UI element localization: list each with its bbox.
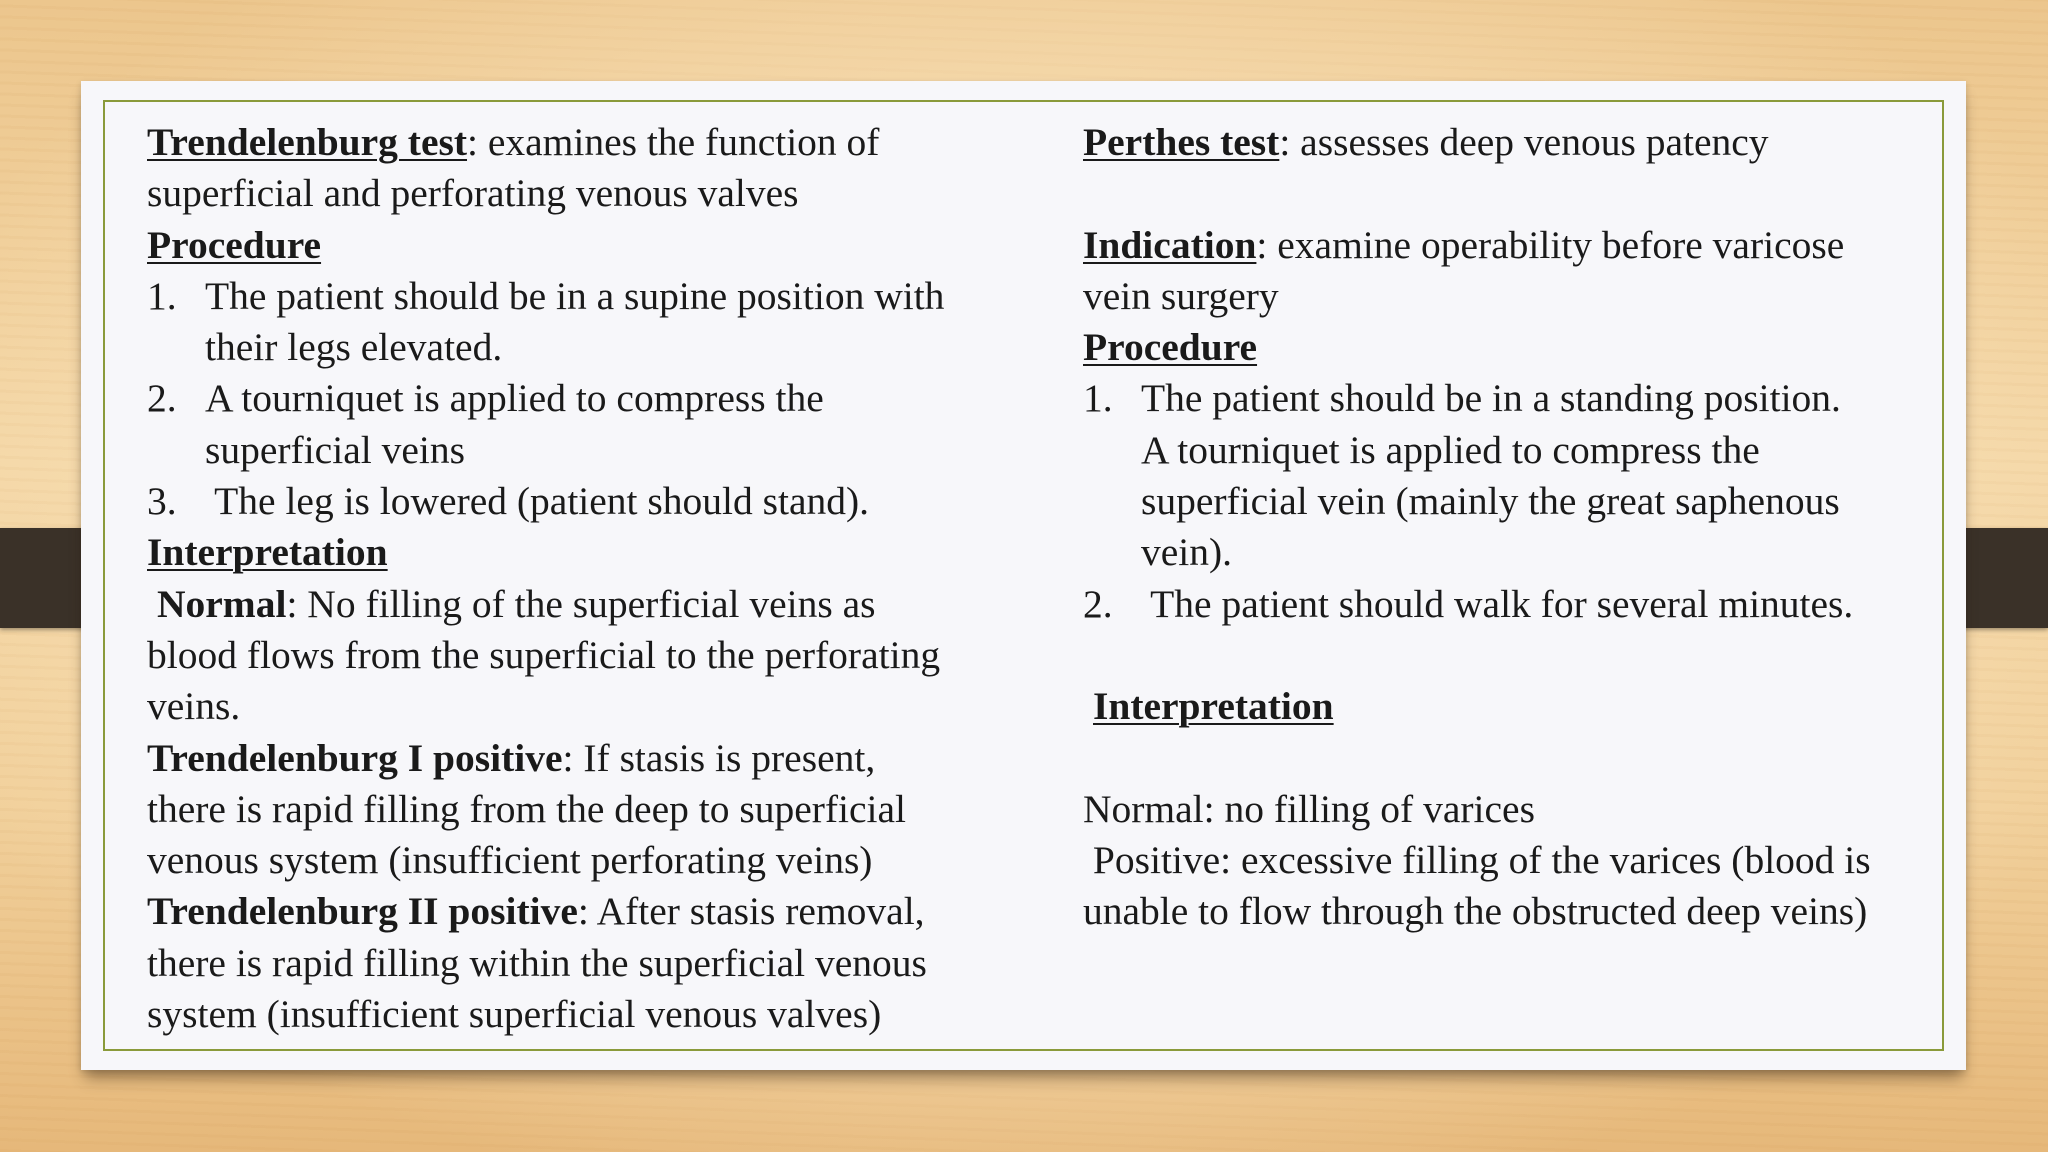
trendelenburg-intro	[147, 117, 997, 168]
indication	[1083, 220, 1943, 271]
procedure-step	[147, 476, 997, 527]
procedure-step	[147, 271, 997, 374]
normal-text-cont: veins.	[147, 684, 241, 729]
procedure-heading: Procedure	[1083, 325, 1258, 370]
step-text: The patient should be in a standing position.	[1141, 376, 1841, 421]
t2-text: : After stasis removal,	[577, 889, 925, 934]
t2-text-cont: there is rapid filling within the superficial venous	[147, 940, 927, 985]
indication-heading: Indication	[1083, 222, 1257, 267]
perthes-desc: : assesses deep venous patency	[1279, 120, 1769, 164]
step-text: A tourniquet is applied to compress the	[1141, 427, 1760, 472]
procedure-step	[1083, 373, 1943, 578]
indication-text: : examine operability before varicose	[1256, 222, 1845, 267]
t1-text-cont: venous system (insufficient perforating veins)	[147, 838, 873, 883]
step-number: 2.	[147, 376, 177, 421]
interpretation-row	[1083, 681, 1943, 732]
normal-result	[147, 579, 997, 630]
procedure-heading: Procedure	[147, 222, 322, 267]
normal-result: Normal: no filling of varices	[1083, 786, 1535, 831]
right-column	[1083, 117, 1943, 938]
normal-text-cont: blood flows from the superficial to the perforating	[147, 632, 941, 677]
t1-text-cont: there is rapid filling from the deep to superficial	[147, 786, 907, 831]
step-number: 2.	[1083, 581, 1113, 626]
step-text: A tourniquet is applied to compress the	[205, 376, 824, 421]
spacer	[1083, 168, 1943, 219]
t2-text-cont: system (insufficient superficial venous valves)	[147, 992, 882, 1037]
normal-label: Normal	[157, 581, 287, 626]
normal-text: : No filling of the superficial veins as	[286, 581, 876, 626]
step-text: The patient should walk for several minutes.	[1141, 581, 1854, 626]
trendelenburg-heading: Trendelenburg test	[147, 120, 468, 164]
perthes-intro	[1083, 117, 1943, 168]
t1-text: : If stasis is present,	[562, 735, 876, 780]
trendelenburg-desc-cont: superficial and perforating venous valves	[147, 171, 799, 216]
slide-card	[81, 81, 1966, 1070]
step-text: The leg is lowered (patient should stand).	[205, 479, 870, 524]
step-text: vein).	[1141, 530, 1233, 575]
trendelenburg-desc: : examines the function of	[467, 120, 880, 164]
indication-text-cont: vein surgery	[1083, 273, 1279, 318]
spacer	[1083, 630, 1943, 681]
step-number: 1.	[1083, 376, 1113, 421]
interpretation-heading: Interpretation	[147, 530, 388, 575]
step-number: 3.	[147, 479, 177, 524]
step-text: their legs elevated.	[205, 325, 503, 370]
t2-label: Trendelenburg II positive	[147, 889, 578, 934]
step-number: 1.	[147, 273, 177, 318]
perthes-heading: Perthes test	[1083, 120, 1280, 164]
spacer	[1083, 733, 1943, 784]
step-text: The patient should be in a supine position with	[205, 273, 945, 318]
t2-result	[147, 886, 997, 937]
positive-result-cont: unable to flow through the obstructed deep veins)	[1083, 889, 1868, 934]
interpretation-heading: Interpretation	[1093, 684, 1334, 729]
positive-result: Positive: excessive filling of the varices (blood is	[1083, 838, 1871, 883]
step-text: superficial veins	[205, 427, 465, 472]
t1-result	[147, 733, 997, 784]
left-column	[147, 117, 997, 1040]
step-text: superficial vein (mainly the great saphenous	[1141, 479, 1840, 524]
procedure-step	[1083, 579, 1943, 630]
t1-label: Trendelenburg I positive	[147, 735, 563, 780]
procedure-step	[147, 373, 997, 476]
